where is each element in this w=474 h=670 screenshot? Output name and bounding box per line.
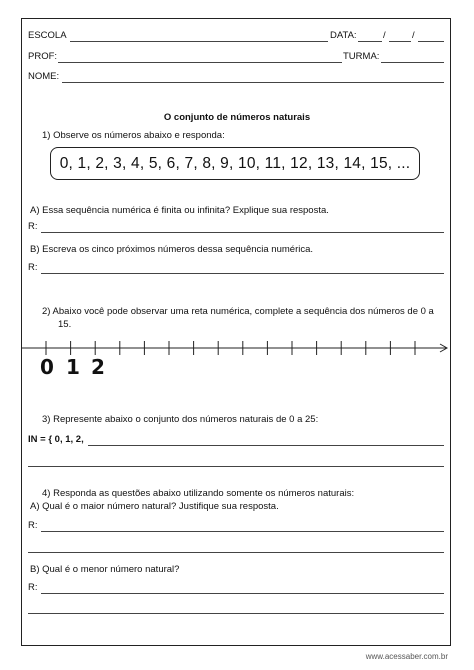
- q4a-answer-line[interactable]: [28, 552, 444, 553]
- q4b-answer-label: R:: [28, 582, 38, 593]
- q2-prompt-line1: 2) Abaixo você pode observar uma reta numérica, complete a sequência dos números de 0 a: [42, 306, 434, 317]
- q4a-question: A) Qual é o maior número natural? Justifique sua resposta.: [30, 501, 279, 512]
- q4b-question: B) Qual é o menor número natural?: [30, 564, 180, 575]
- q4b-answer-line[interactable]: [28, 613, 444, 614]
- number-line-label: 0: [40, 355, 54, 379]
- number-line-label: 1: [66, 355, 80, 379]
- q2-prompt-line2: 15.: [58, 319, 72, 330]
- date-separator: /: [383, 30, 386, 41]
- q4b-answer-line[interactable]: [41, 593, 444, 594]
- q3-answer-line[interactable]: [28, 466, 444, 467]
- q3-prompt: 3) Represente abaixo o conjunto dos números naturais de 0 a 25:: [42, 414, 319, 425]
- worksheet-title: O conjunto de números naturais: [163, 112, 311, 123]
- q1b-answer-label: R:: [28, 262, 38, 273]
- number-line-group: [22, 341, 447, 355]
- prof-label: PROF:: [28, 51, 58, 62]
- q4-prompt: 4) Responda as questões abaixo utilizando somente os números naturais:: [42, 488, 355, 499]
- q3-set-start: IN = { 0, 1, 2,: [28, 434, 84, 445]
- q1b-question: B) Escreva os cinco próximos números dessa sequência numérica.: [30, 244, 314, 255]
- q4a-answer-label: R:: [28, 520, 38, 531]
- number-sequence: 0, 1, 2, 3, 4, 5, 6, 7, 8, 9, 10, 11, 12, 13, 14, 15, ...: [59, 154, 411, 172]
- data-label: DATA:: [330, 30, 357, 41]
- q1-prompt: 1) Observe os números abaixo e responda:: [42, 130, 225, 141]
- nome-label: NOME:: [28, 71, 60, 82]
- date-separator: /: [412, 30, 415, 41]
- q4a-answer-line[interactable]: [41, 531, 444, 532]
- footer-url: www.acessaber.com.br: [365, 652, 448, 661]
- escola-label: ESCOLA: [28, 30, 67, 41]
- q3-answer-line[interactable]: [88, 445, 444, 446]
- number-line-label: 2: [91, 355, 105, 379]
- turma-label: TURMA:: [343, 51, 380, 62]
- q1a-question: A) Essa sequência numérica é finita ou infinita? Explique sua resposta.: [30, 205, 329, 216]
- q1a-answer-label: R:: [28, 221, 38, 232]
